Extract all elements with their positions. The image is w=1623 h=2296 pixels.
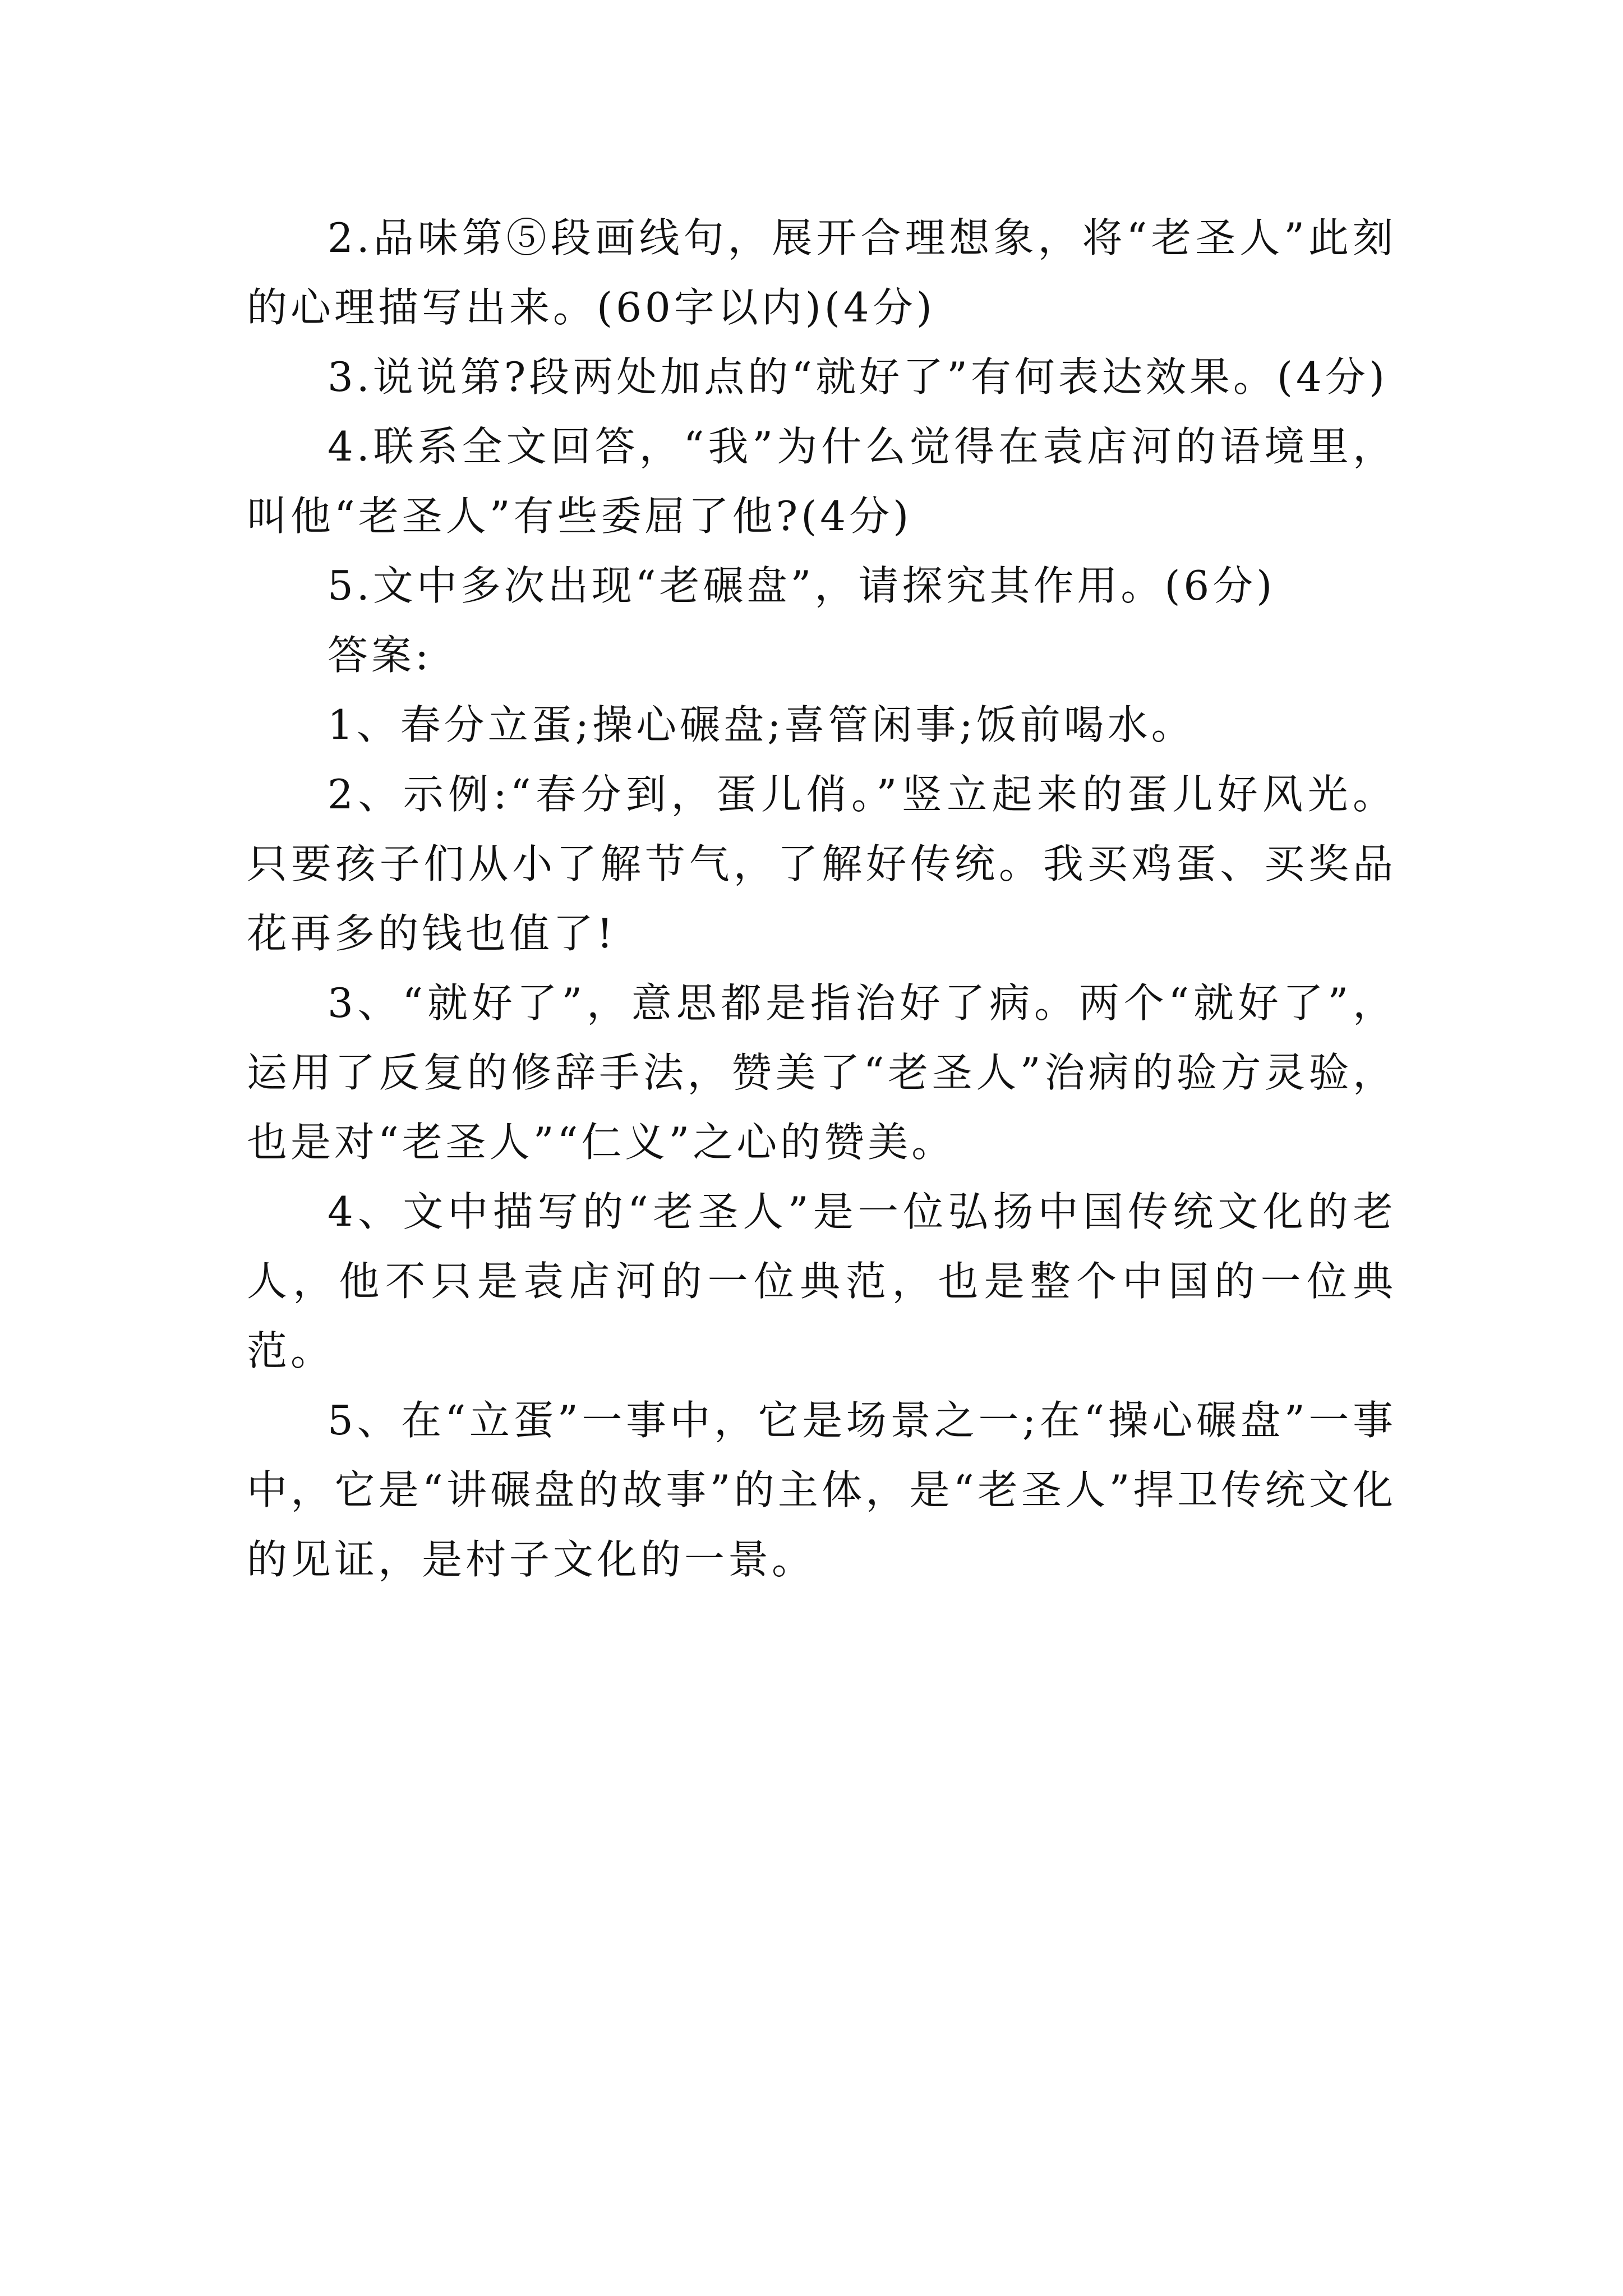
answer-5: 5、在“立蛋”一事中，它是场景之一;在“操心碾盘”一事中，它是“讲碾盘的故事”的主体，是“老圣人”捍卫传统文化的见证，是村子文化的一景。: [247, 1397, 1396, 1583]
question-3: 3.说说第?段两处加点的“就好了”有何表达效果。(4分): [328, 353, 1388, 401]
answer-heading: 答案:: [328, 632, 432, 679]
question-2: 2.品味第⑤段画线句，展开合理想象，将“老圣人”此刻的心理描写出来。(60字以内)(4分): [247, 214, 1396, 331]
answer-1: 1、春分立蛋;操心碾盘;喜管闲事;饭前喝水。: [328, 701, 1195, 748]
answer-2: 2、示例:“春分到，蛋儿俏。”竖立起来的蛋儿好风光。只要孩子们从小了解节气，了解好传统。我买鸡蛋、买奖品花再多的钱也值了!: [247, 771, 1396, 957]
question-4: 4.联系全文回答，“我”为什么觉得在袁店河的语境里，叫他“老圣人”有些委屈了他?(4分): [247, 423, 1396, 540]
answer-4: 4、文中描写的“老圣人”是一位弘扬中国传统文化的老人，他不只是袁店河的一位典范，也是整个中国的一位典范。: [247, 1188, 1396, 1374]
document-body: [247, 203, 1396, 1594]
question-5: 5.文中多次出现“老碾盘”，请探究其作用。(6分): [328, 562, 1276, 609]
answer-3: 3、“就好了”，意思都是指治好了病。两个“就好了”，运用了反复的修辞手法，赞美了“老圣人”治病的验方灵验，也是对“老圣人”“仁义”之心的赞美。: [247, 979, 1396, 1166]
